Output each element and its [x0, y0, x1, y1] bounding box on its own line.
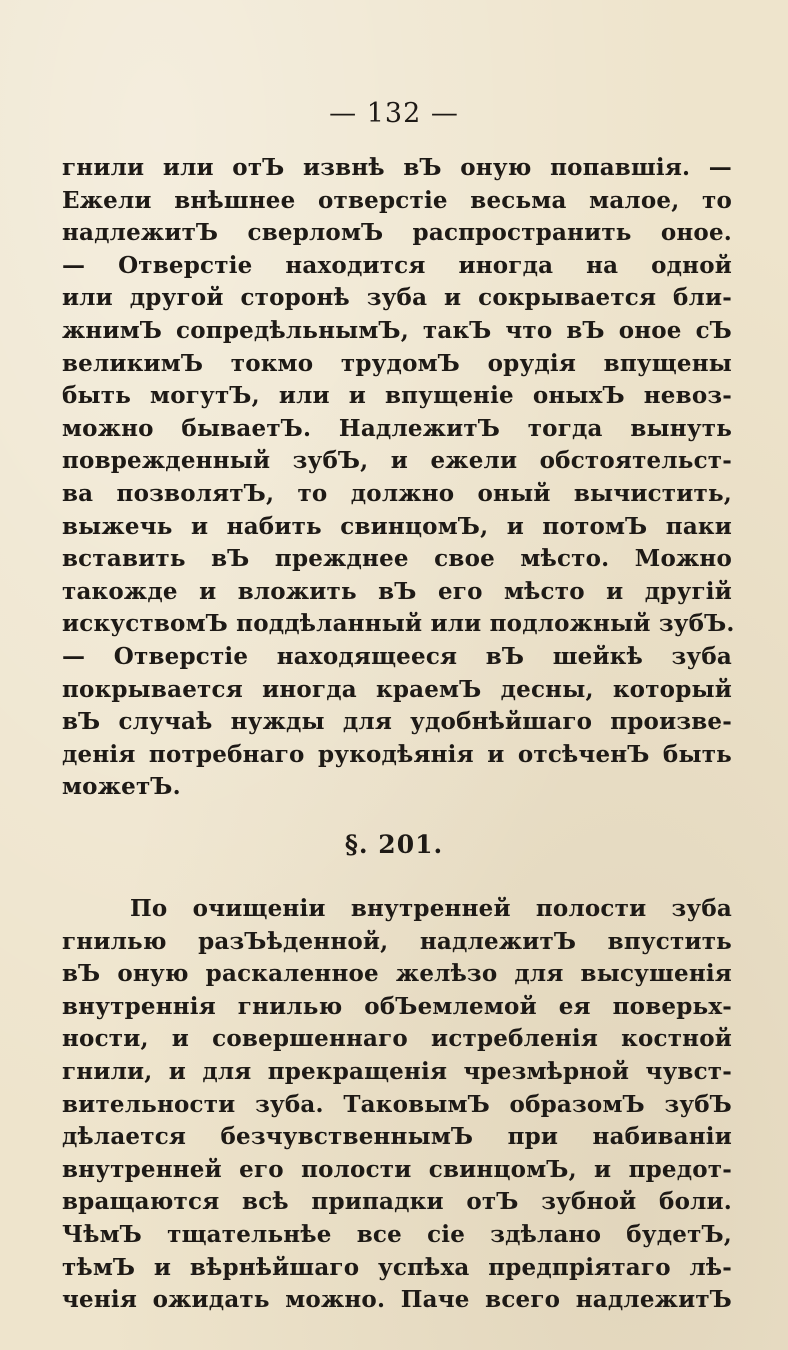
text-line: можно бываетЪ. НадлежитЪ тогда вынуть	[62, 414, 732, 442]
text-line: можетЪ.	[62, 773, 181, 801]
text-line: вЪ оную раскаленное желѣзо для высушенія	[62, 960, 732, 988]
paragraph-2	[62, 893, 732, 1317]
text-line: выжечь и набить свинцомЪ, и потомЪ паки	[62, 512, 732, 540]
text-line: — Отверстіе находится иногда на одной	[62, 251, 732, 279]
text-line: вращаются всѣ припадки отЪ зубной боли.	[62, 1188, 732, 1216]
text-line: гнили, и для прекращенія чрезмѣрной чувст-	[62, 1057, 732, 1085]
text-line: вставить вЪ прежднее свое мѣсто. Можно	[62, 545, 732, 573]
text-line: или другой сторонѣ зуба и сокрывается бли-	[62, 284, 732, 312]
text-line: искуствомЪ поддѣланный или подложный зубЪ.	[62, 610, 735, 638]
text-line: такожде и вложить вЪ его мѣсто и другій	[62, 577, 732, 605]
text-line: внутренней его полости свинцомЪ, и предот-	[62, 1155, 732, 1183]
text-line: гнили или отЪ извнѣ вЪ оную попавшія. —	[62, 154, 732, 181]
text-line: гнилью разЪѣденной, надлежитЪ впустить	[62, 927, 732, 955]
paragraph-1	[62, 152, 735, 804]
text-line: ности, и совершеннаго истребленія костной	[62, 1025, 732, 1053]
text-line: По очищеніи внутренней полости зуба	[130, 895, 732, 922]
text-line: ва позволятЪ, то должно оный вычистить,	[62, 479, 732, 507]
text-line: надлежитЪ сверломЪ распространить оное.	[62, 219, 732, 247]
text-line: покрывается иногда краемЪ десны, который	[62, 675, 732, 703]
text-line: денія потребнаго рукодѣянія и отсѣченЪ быть	[62, 740, 732, 768]
text-line: жнимЪ сопредѣльнымЪ, такЪ что вЪ оное сЪ	[62, 316, 732, 344]
text-line: тѣмЪ и вѣрнѣйшаго успѣха предпріятаго лѣ-	[62, 1253, 732, 1281]
text-line: дѣлается безчувственнымЪ при набиваніи	[62, 1123, 732, 1151]
text-line: — Отверстіе находящееся вЪ шейкѣ зуба	[62, 642, 732, 670]
text-line: ЧѣмЪ тщательнѣе все сіе здѣлано будетЪ,	[62, 1220, 732, 1248]
text-line: поврежденный зубЪ, и ежели обстоятельст-	[62, 447, 732, 475]
page-number: — 132 —	[329, 98, 459, 129]
text-line: вительности зуба. ТаковымЪ образомЪ зубЪ	[62, 1090, 732, 1118]
text-line: внутреннія гнилью обЪемлемой ея поверьх-	[62, 992, 732, 1020]
text-line: ченія ожидать можно. Паче всего надлежитЪ	[62, 1286, 732, 1314]
text-line: Ежели внѣшнее отверстіе весьма малое, то	[62, 186, 732, 214]
text-line: вЪ случаѣ нужды для удобнѣйшаго произве-	[62, 708, 732, 736]
text-line: быть могутЪ, или и впущеніе оныхЪ невоз-	[62, 382, 732, 410]
text-line: великимЪ токмо трудомЪ орудія впущены	[62, 349, 732, 377]
section-heading: §. 201.	[344, 830, 444, 859]
